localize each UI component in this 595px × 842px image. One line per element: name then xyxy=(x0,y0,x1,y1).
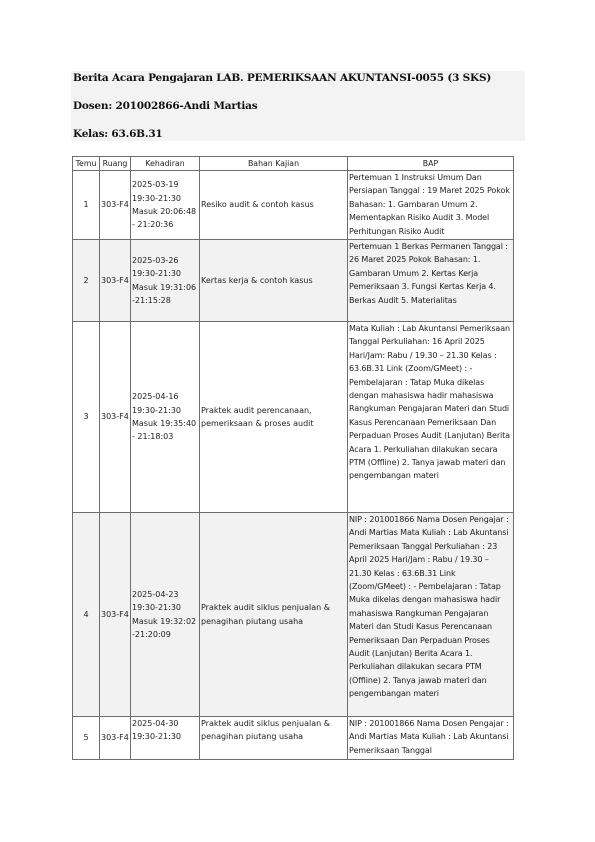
table-row xyxy=(73,240,514,322)
cell-temu: 4 xyxy=(73,513,100,717)
lecturer-line: Dosen: 201002866-Andi Martias xyxy=(73,100,258,112)
cell-temu: 1 xyxy=(73,171,100,240)
col-header-bap: BAP xyxy=(348,157,514,171)
cell-ruang: 303-F4 xyxy=(100,513,131,717)
cell-temu: 3 xyxy=(73,322,100,513)
cell-ruang: 303-F4 xyxy=(100,171,131,240)
cell-bap: Pertemuan 1 Berkas Permanen Tanggal : 26 Maret 2025 Pokok Bahasan: 1. Gambaran Umum 2. Kertas Kerja Pemeriksaan 3. Fungsi Kertas Kerja 4. Berkas Audit 5. Materialitas xyxy=(348,240,514,322)
col-header-kehadiran: Kehadiran xyxy=(131,157,200,171)
cell-bahan-kajian: Resiko audit & contoh kasus xyxy=(200,171,348,240)
table-row xyxy=(73,322,514,513)
cell-kehadiran: 2025-04-23 19:30-21:30 Masuk 19:32:02 -21:20:09 xyxy=(131,513,200,717)
cell-bahan-kajian: Praktek audit siklus penjualan & penagihan piutang usaha xyxy=(200,717,348,760)
cell-ruang: 303-F4 xyxy=(100,240,131,322)
table-row xyxy=(73,171,514,240)
cell-ruang: 303-F4 xyxy=(100,717,131,760)
cell-kehadiran: 2025-03-19 19:30-21:30 Masuk 20:06:48 - 21:20:36 xyxy=(131,171,200,240)
cell-temu: 5 xyxy=(73,717,100,760)
document-title: Berita Acara Pengajaran LAB. PEMERIKSAAN AKUNTANSI-0055 (3 SKS) xyxy=(73,72,492,84)
cell-temu: 2 xyxy=(73,240,100,322)
cell-kehadiran: 2025-03-26 19:30-21:30 Masuk 19:31:06 -21:15:28 xyxy=(131,240,200,322)
table-row xyxy=(73,513,514,717)
cell-bahan-kajian: Praktek audit perencanaan, pemeriksaan & proses audit xyxy=(200,322,348,513)
table-header-row xyxy=(73,157,514,171)
cell-kehadiran: 2025-04-30 19:30-21:30 xyxy=(131,717,200,760)
class-line: Kelas: 63.6B.31 xyxy=(73,128,163,140)
table-row xyxy=(73,717,514,760)
col-header-bahan-kajian: Bahan Kajian xyxy=(200,157,348,171)
cell-bap: Mata Kuliah : Lab Akuntansi Pemeriksaan Tanggal Perkuliahan: 16 April 2025 Hari/Jam: Rabu / 19.30 – 21.30 Kelas : 63.6B.31 Link (Zoom/GMeet) : - Pembelajaran : Tatap Muka dikelas dengan mahasiswa hadir mahasiswa Rangkuman Pengajaran Materi dan Studi Kasus Perencanaan Pemeriksaan Dan Perpaduan Proses Audit (Lanjutan) Berita Acara 1. Perkuliahan dilakukan secara PTM (Offline) 2. Tanya jawab materi dan pengembangan materi xyxy=(348,322,514,513)
col-header-ruang: Ruang xyxy=(100,157,131,171)
cell-bap: Pertemuan 1 Instruksi Umum Dan Persiapan Tanggal : 19 Maret 2025 Pokok Bahasan: 1. Gambaran Umum 2. Mementapkan Risiko Audit 3. Model Perhitungan Risiko Audit xyxy=(348,171,514,240)
cell-ruang: 303-F4 xyxy=(100,322,131,513)
cell-bap: NIP : 201001866 Nama Dosen Pengajar : Andi Martias Mata Kuliah : Lab Akuntansi Pemeriksaan Tanggal xyxy=(348,717,514,760)
bap-table xyxy=(72,156,514,760)
cell-kehadiran: 2025-04-16 19:30-21:30 Masuk 19:35:40 - 21:18:03 xyxy=(131,322,200,513)
cell-bahan-kajian: Kertas kerja & contoh kasus xyxy=(200,240,348,322)
cell-bap: NIP : 201001866 Nama Dosen Pengajar : Andi Martias Mata Kuliah : Lab Akuntansi Pemeriksaan Tanggal Perkuliahan : 23 April 2025 Hari/Jam : Rabu / 19.30 – 21.30 Kelas : 63.6B.31 Link (Zoom/GMeet) : - Pembelajaran : Tatap Muka dikelas dengan mahasiswa hadir mahasiswa Rangkuman Pengajaran Materi dan Studi Kasus Perencanaan Pemeriksaan Dan Perpaduan Proses Audit (Lanjutan) Berita Acara 1. Perkuliahan dilakukan secara PTM (Offline) 2. Tanya jawab materi dan pengembangan materi xyxy=(348,513,514,717)
col-header-temu: Temu xyxy=(73,157,100,171)
cell-bahan-kajian: Praktek audit siklus penjualan & penagihan piutang usaha xyxy=(200,513,348,717)
